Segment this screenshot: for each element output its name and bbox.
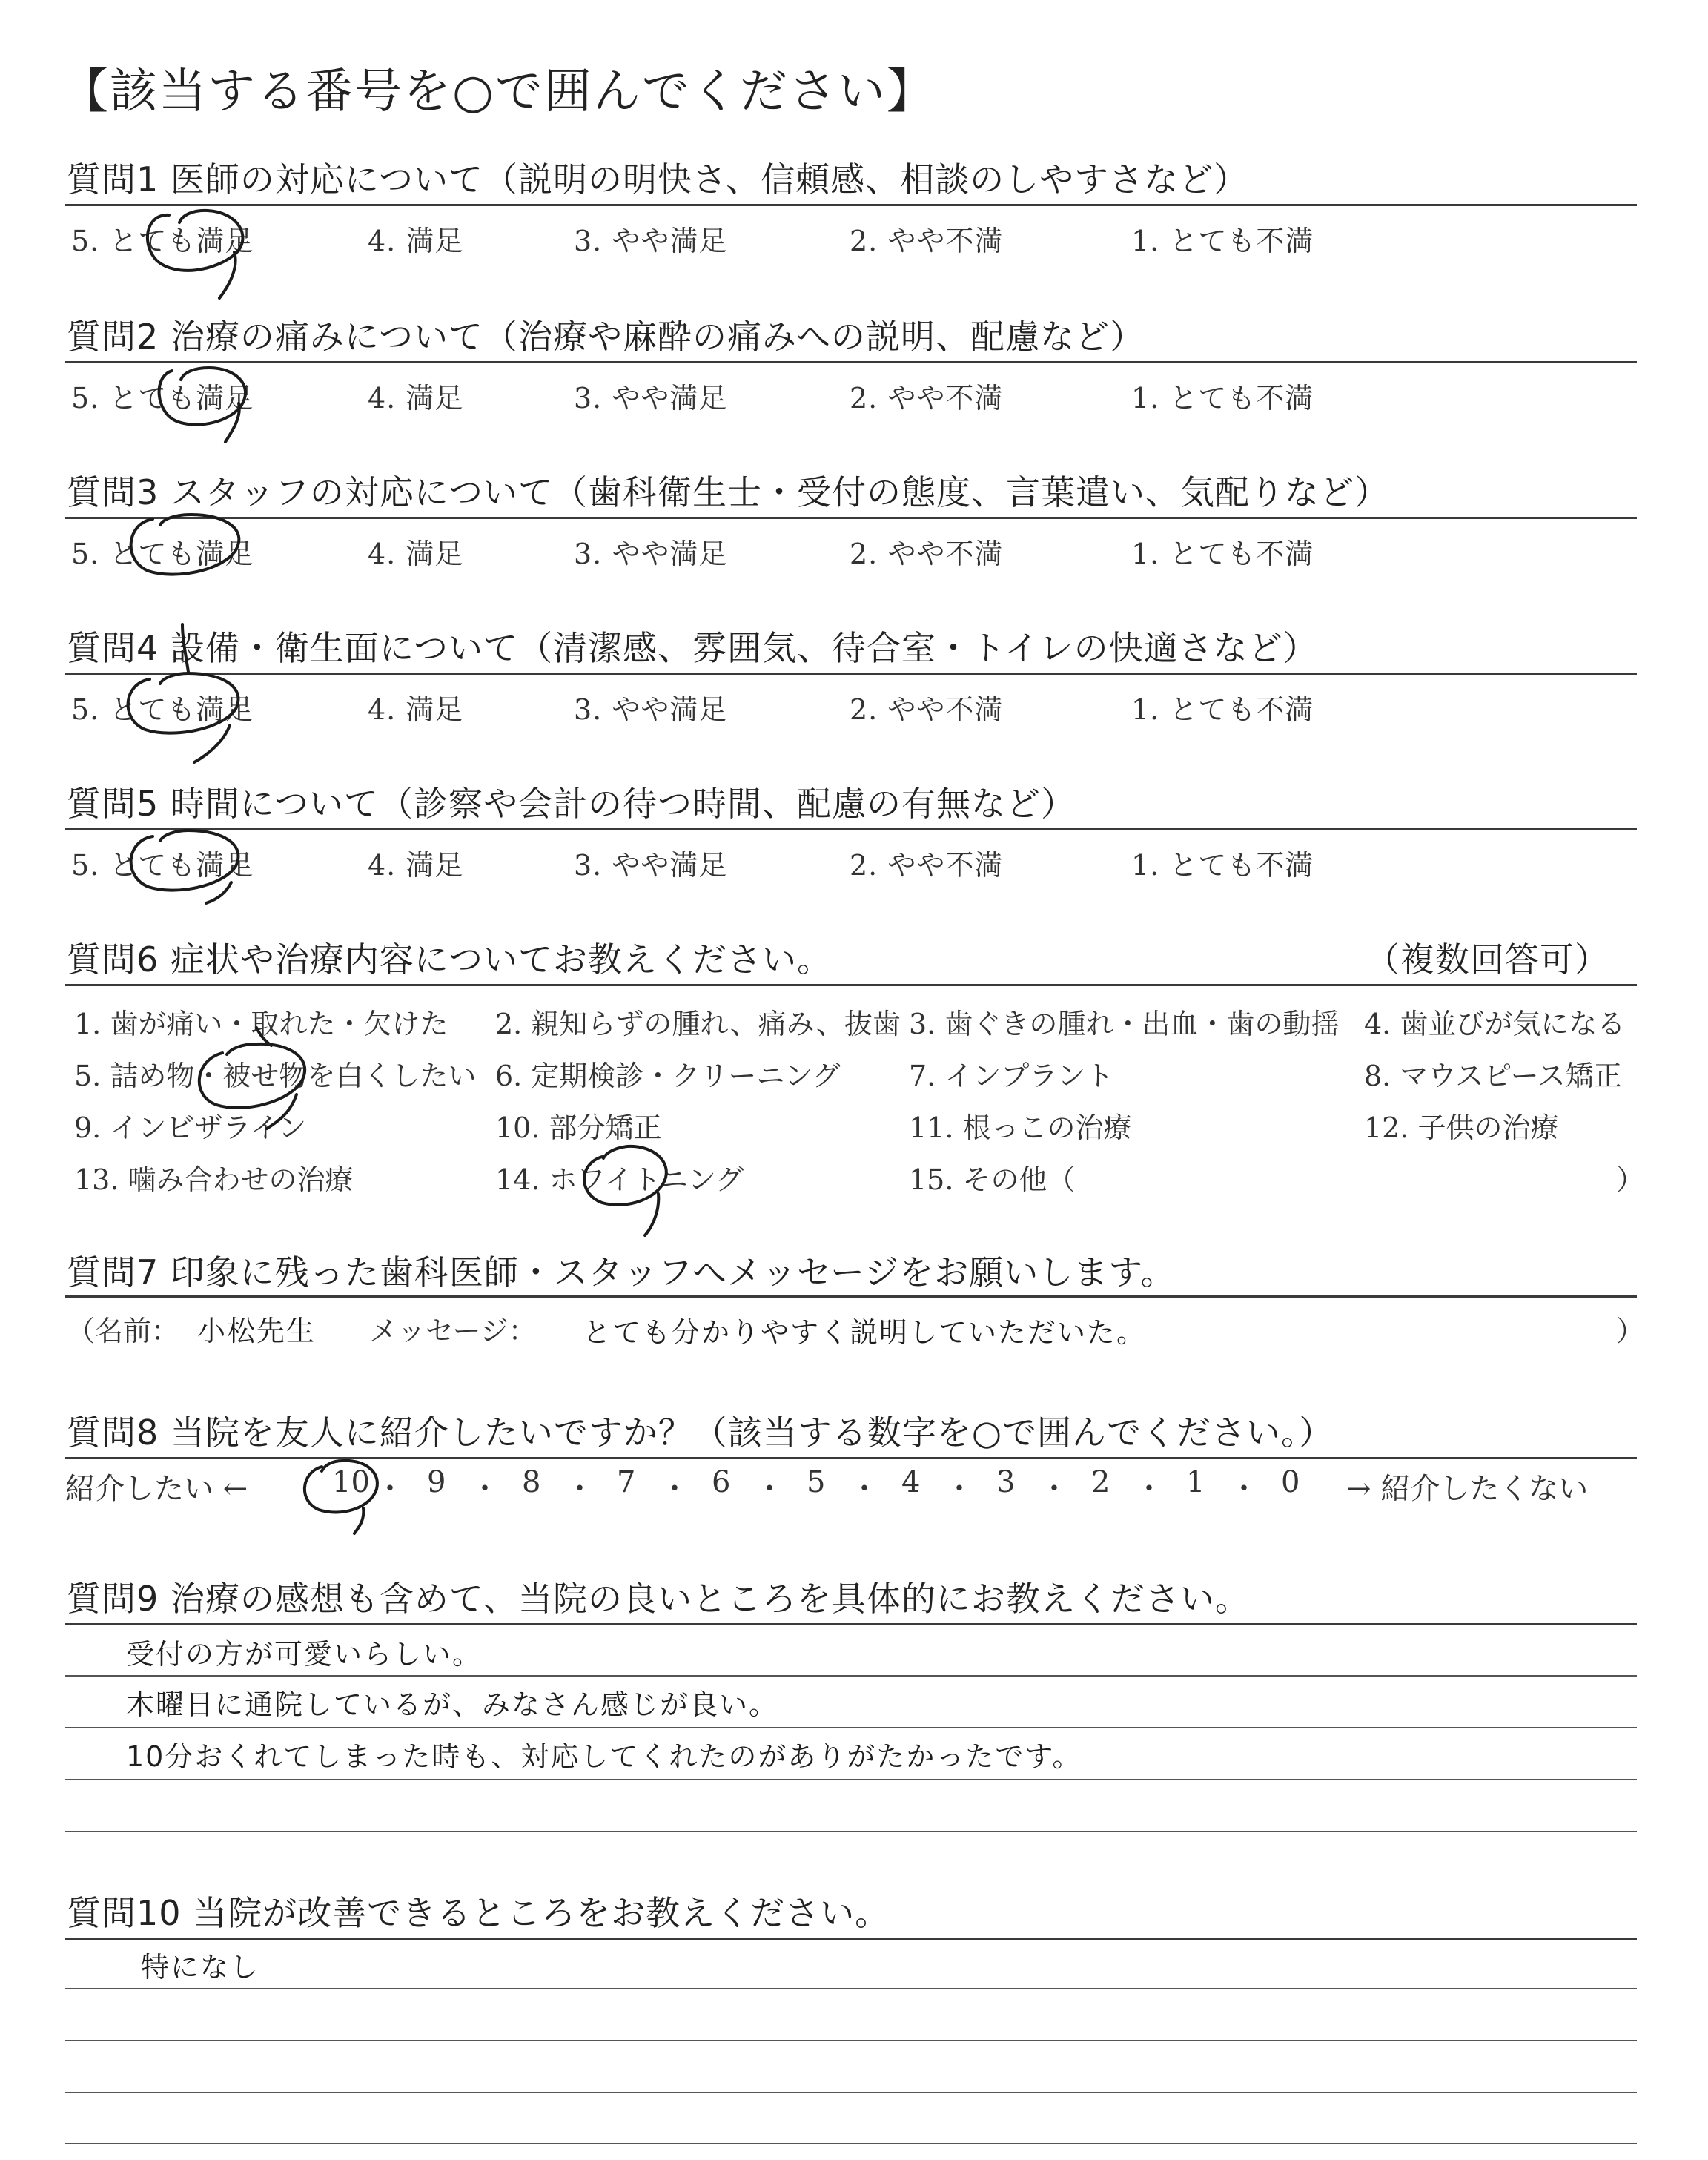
recommend-left-label: 紹介したい ← [65, 1472, 248, 1506]
scale-option-5[interactable]: 5 [807, 1465, 826, 1499]
question-title: 質問8 当院を友人に紹介したいですか？（該当する数字を○で囲んでください。） [67, 1413, 1334, 1453]
question-title: 質問4 設備・衛生面について（清潔感、雰囲気、待合室・トイレの快適さなど） [67, 628, 1318, 668]
checklist-item[interactable]: 6. 定期検診・クリーニング [495, 1060, 841, 1092]
checklist-item[interactable]: 11. 根っこの治療 [909, 1112, 1132, 1144]
scale-option-2[interactable]: 2 [1091, 1465, 1110, 1499]
answer-line[interactable]: 特になし [141, 1951, 260, 1984]
option-2[interactable]: 2. やや不満 [850, 538, 1004, 570]
option-5[interactable]: 5. とても満足 [71, 225, 254, 257]
recommend-right-label: → 紹介したくない [1346, 1472, 1589, 1506]
multiple-answer-note: （複数回答可） [1366, 939, 1609, 980]
option-4[interactable]: 4. 満足 [368, 382, 464, 415]
option-2[interactable]: 2. やや不満 [850, 382, 1004, 415]
option-4[interactable]: 4. 満足 [368, 693, 464, 726]
divider [65, 1938, 1637, 1940]
option-3[interactable]: 3. やや満足 [574, 382, 728, 415]
writing-line [65, 1779, 1637, 1780]
divider [65, 361, 1637, 363]
scale-option-10[interactable]: 10 [332, 1465, 370, 1499]
scale-separator: ・ [565, 1472, 595, 1506]
instruction-heading: 【該当する番号を○で囲んでください】 [61, 65, 936, 119]
checklist-item[interactable]: 3. 歯ぐきの腫れ・出血・歯の動揺 [909, 1008, 1340, 1040]
option-1[interactable]: 1. とても不満 [1131, 693, 1314, 726]
option-3[interactable]: 3. やや満足 [574, 225, 728, 257]
option-4[interactable]: 4. 満足 [368, 538, 464, 570]
scale-option-1[interactable]: 1 [1186, 1465, 1205, 1499]
question-title: 質問10 当院が改善できるところをお教えください。 [67, 1893, 890, 1933]
checklist-item[interactable]: 12. 子供の治療 [1364, 1112, 1559, 1144]
divider [65, 1623, 1637, 1625]
checklist-item[interactable]: 15. その他（ [909, 1163, 1076, 1196]
scale-separator: ・ [1134, 1472, 1164, 1506]
option-4[interactable]: 4. 満足 [368, 225, 464, 257]
divider [65, 1457, 1637, 1459]
option-5[interactable]: 5. とても満足 [71, 849, 254, 882]
checklist-item[interactable]: 5. 詰め物・被せ物を白くしたい [74, 1060, 477, 1092]
divider [65, 673, 1637, 675]
scale-separator: ・ [944, 1472, 974, 1506]
scale-option-8[interactable]: 8 [522, 1465, 541, 1499]
scale-option-3[interactable]: 3 [996, 1465, 1016, 1499]
option-3[interactable]: 3. やや満足 [574, 693, 728, 726]
checklist-item[interactable]: 4. 歯並びが気になる [1364, 1008, 1626, 1040]
answer-line[interactable]: 10分おくれてしまった時も、対応してくれたのがありがたかったです。 [126, 1740, 1082, 1773]
other-close-paren: ） [1616, 1163, 1645, 1196]
option-1[interactable]: 1. とても不満 [1131, 538, 1314, 570]
option-4[interactable]: 4. 満足 [368, 849, 464, 882]
checklist-item[interactable]: 1. 歯が痛い・取れた・欠けた [74, 1008, 448, 1040]
scale-option-9[interactable]: 9 [427, 1465, 446, 1499]
option-5[interactable]: 5. とても満足 [71, 538, 254, 570]
checklist-item[interactable]: 7. インプラント [909, 1060, 1114, 1092]
divider [65, 828, 1637, 830]
message-label: メッセージ： [369, 1315, 537, 1347]
question-title: 質問1 医師の対応について（説明の明快さ、信頼感、相談のしやすさなど） [67, 159, 1249, 199]
checklist-item[interactable]: 13. 噛み合わせの治療 [74, 1163, 354, 1196]
question-title: 質問5 時間について（診察や会計の待つ時間、配慮の有無など） [67, 784, 1076, 824]
checklist-item[interactable]: 8. マウスピース矯正 [1364, 1060, 1622, 1092]
scale-separator: ・ [375, 1472, 405, 1506]
name-value[interactable]: 小松先生 [197, 1315, 317, 1347]
scale-separator: ・ [1039, 1472, 1069, 1506]
checklist-item[interactable]: 2. 親知らずの腫れ、痛み、抜歯 [495, 1008, 901, 1040]
option-1[interactable]: 1. とても不満 [1131, 225, 1314, 257]
close-paren: ） [1616, 1315, 1645, 1347]
divider [65, 517, 1637, 519]
question-title: 質問6 症状や治療内容についてお教えください。 [67, 939, 832, 980]
divider [65, 984, 1637, 986]
writing-line [65, 1675, 1637, 1677]
writing-line [65, 2040, 1637, 2041]
option-1[interactable]: 1. とても不満 [1131, 849, 1314, 882]
option-2[interactable]: 2. やや不満 [850, 849, 1004, 882]
divider [65, 1295, 1637, 1298]
scale-separator: ・ [660, 1472, 689, 1506]
option-5[interactable]: 5. とても満足 [71, 693, 254, 726]
writing-line [65, 1988, 1637, 1989]
writing-line [65, 2092, 1637, 2093]
question-title: 質問3 スタッフの対応について（歯科衛生士・受付の態度、言葉遣い、気配りなど） [67, 472, 1389, 512]
scale-option-6[interactable]: 6 [712, 1465, 731, 1499]
checklist-item[interactable]: 14. ホワイトニング [495, 1163, 744, 1196]
question-title: 質問7 印象に残った歯科医師・スタッフへメッセージをお願いします。 [67, 1252, 1176, 1292]
scale-separator: ・ [850, 1472, 879, 1506]
answer-line[interactable]: 受付の方が可愛いらしい。 [126, 1638, 483, 1671]
checklist-item[interactable]: 9. インビザライン [74, 1112, 307, 1144]
scale-separator: ・ [1229, 1472, 1259, 1506]
question-title: 質問9 治療の感想も含めて、当院の良いところを具体的にお教えください。 [67, 1579, 1250, 1619]
scale-option-0[interactable]: 0 [1281, 1465, 1300, 1499]
option-1[interactable]: 1. とても不満 [1131, 382, 1314, 415]
option-2[interactable]: 2. やや不満 [850, 693, 1004, 726]
writing-line [65, 1727, 1637, 1728]
scale-option-7[interactable]: 7 [617, 1465, 636, 1499]
scale-separator: ・ [755, 1472, 784, 1506]
answer-line[interactable]: 木曜日に通院しているが、みなさん感じが良い。 [126, 1688, 779, 1721]
checklist-item[interactable]: 10. 部分矯正 [495, 1112, 662, 1144]
message-value[interactable]: とても分かりやすく説明していただいた。 [583, 1316, 1147, 1349]
option-2[interactable]: 2. やや不満 [850, 225, 1004, 257]
name-label: （名前： [67, 1315, 180, 1347]
writing-line [65, 2143, 1637, 2144]
option-3[interactable]: 3. やや満足 [574, 538, 728, 570]
scale-option-4[interactable]: 4 [901, 1465, 921, 1499]
option-3[interactable]: 3. やや満足 [574, 849, 728, 882]
writing-line [65, 1831, 1637, 1832]
scale-separator: ・ [470, 1472, 500, 1506]
option-5[interactable]: 5. とても満足 [71, 382, 254, 415]
divider [65, 204, 1637, 206]
question-title: 質問2 治療の痛みについて（治療や麻酔の痛みへの説明、配慮など） [67, 317, 1145, 357]
